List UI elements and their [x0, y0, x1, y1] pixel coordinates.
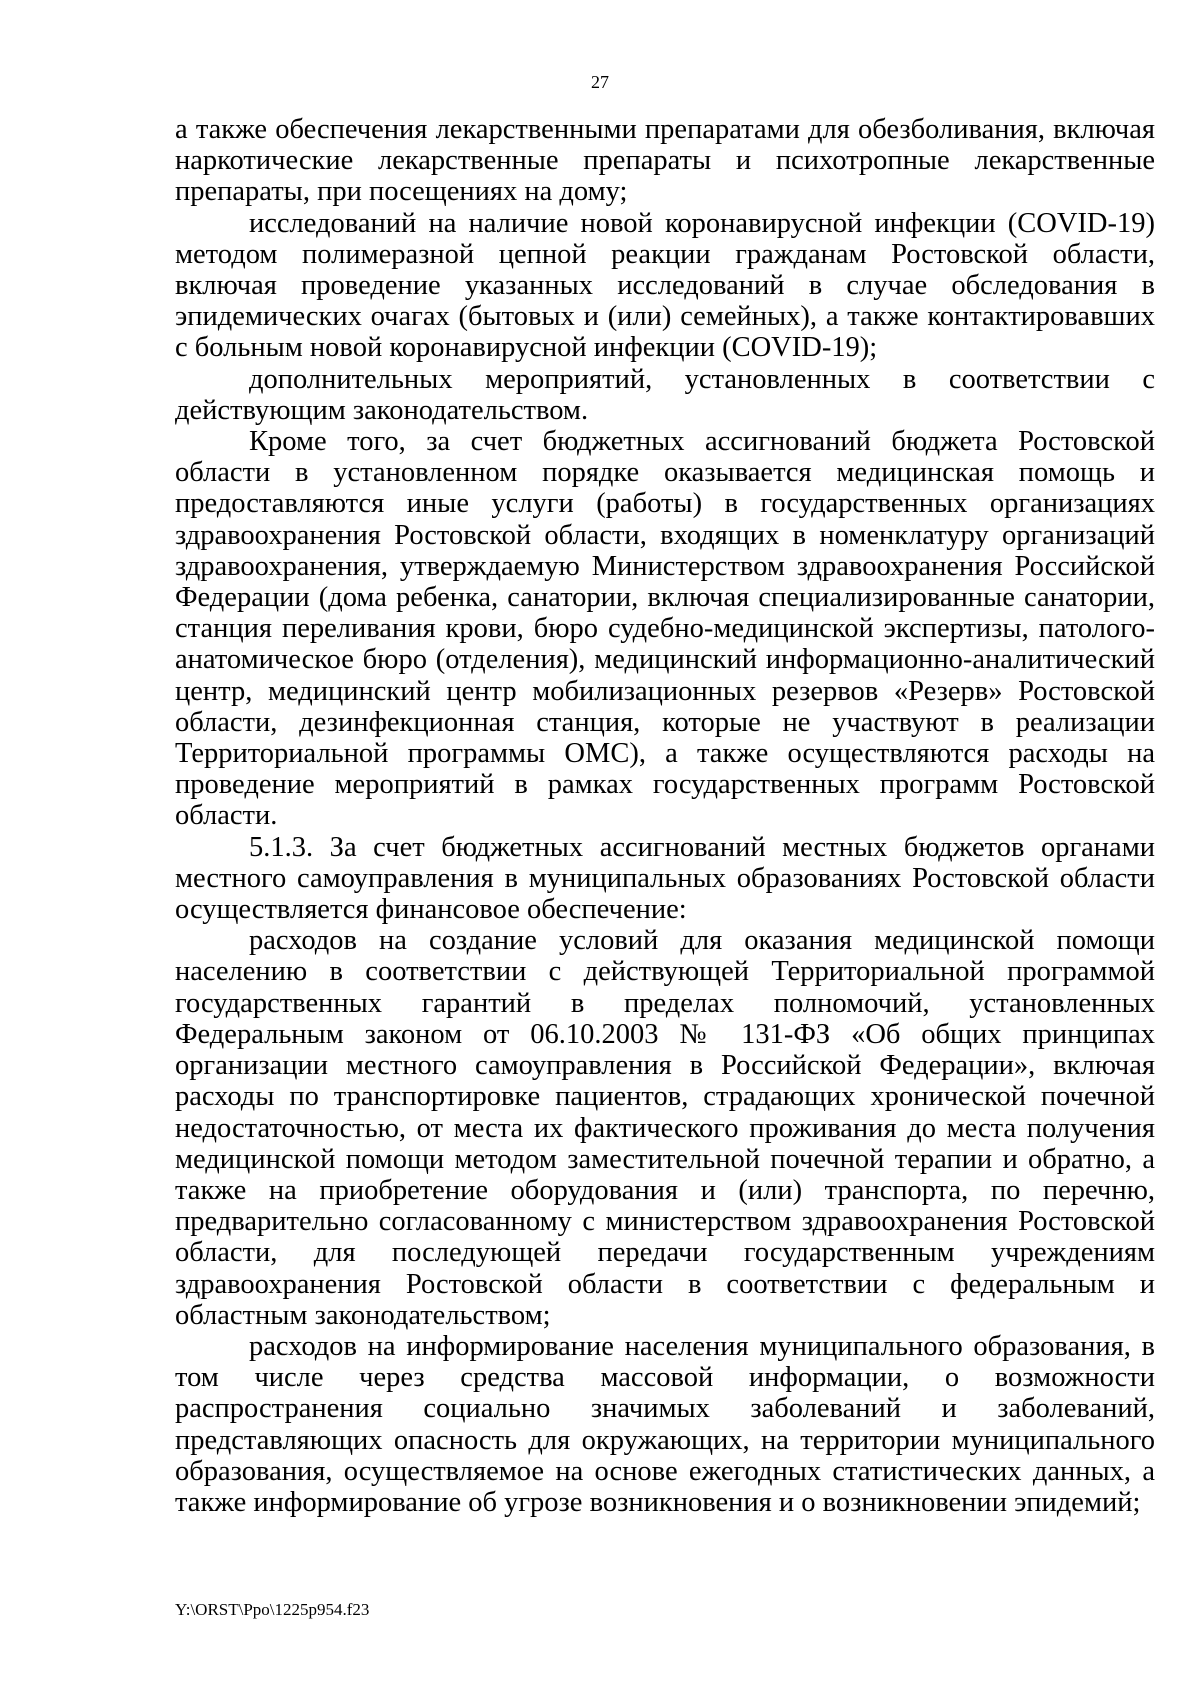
paragraph: расходов на создание условий для оказания медицинской помощи населению в соответствии с действующей Территориальной программой государственных гарантий в пределах полномочий, установленных Федеральным законом от 06.10.2003 № 131-ФЗ «Об общих принципах организации местного самоуправления в Российской Федерации», включая расходы по транспортировке пациентов, страдающих хронической почечной недостаточностью, от места их фактического проживания до места получения медицинской помощи методом заместительной почечной терапии и обратно, а также на приобретение оборудования и (или) транспорта, по перечню, предварительно согласованному с министерством здравоохранения Ростовской области, для последующей передачи государственным учреждениям здравоохранения Ростовской области в соответствии с федеральным и областным законодательством; — [175, 925, 1155, 1331]
paragraph: 5.1.3. За счет бюджетных ассигнований местных бюджетов органами местного самоуправления в муниципальных образованиях Ростовской области осуществляется финансовое обеспечение: — [175, 831, 1155, 926]
paragraph: а также обеспечения лекарственными препаратами для обезболивания, включая наркотические лекарственные препараты и психотропные лекарственные препараты, при посещениях на дому; — [175, 114, 1155, 208]
paragraph: Кроме того, за счет бюджетных ассигнований бюджета Ростовской области в установленном порядке оказывается медицинская помощь и предоставляются иные услуги (работы) в государственных организациях здравоохранения Ростовской области, входящих в номенклатуру организаций здравоохранения, утверждаемую Министерством здравоохранения Российской Федерации (дома ребенка, санатории, включая специализированные санатории, станция переливания крови, бюро судебно-медицинской экспертизы, патолого-анатомическое бюро (отделения), медицинский информационно-аналитический центр, медицинский центр мобилизационных резервов «Резерв» Ростовской области, дезинфекционная станция, которые не участвуют в реализации Территориальной программы ОМС), а также осуществляются расходы на проведение мероприятий в рамках государственных программ Ростовской области. — [175, 426, 1155, 832]
paragraph: исследований на наличие новой коронавирусной инфекции (COVID-19) методом полимеразной цепной реакции гражданам Ростовской области, включая проведение указанных исследований в случае обследования в эпидемических очагах (бытовых и (или) семейных), а также контактировавших с больным новой коронавирусной инфекции (COVID-19); — [175, 207, 1155, 364]
paragraph: расходов на информирование населения муниципального образования, в том числе через средства массовой информации, о возможности распространения социально значимых заболеваний и заболеваний, представляющих опасность для окружающих, на территории муниципального образования, осуществляемое на основе ежегодных статистических данных, а также информирование об угрозе возникновения и о возникновении эпидемий; — [175, 1330, 1155, 1518]
document-body — [175, 114, 1155, 1518]
paragraph: дополнительных мероприятий, установленных в соответствии с действующим законодательством. — [175, 363, 1155, 426]
page-number: 27 — [591, 72, 609, 92]
footer-file-path: Y:\ORST\Ppo\1225p954.f23 — [175, 1600, 370, 1619]
